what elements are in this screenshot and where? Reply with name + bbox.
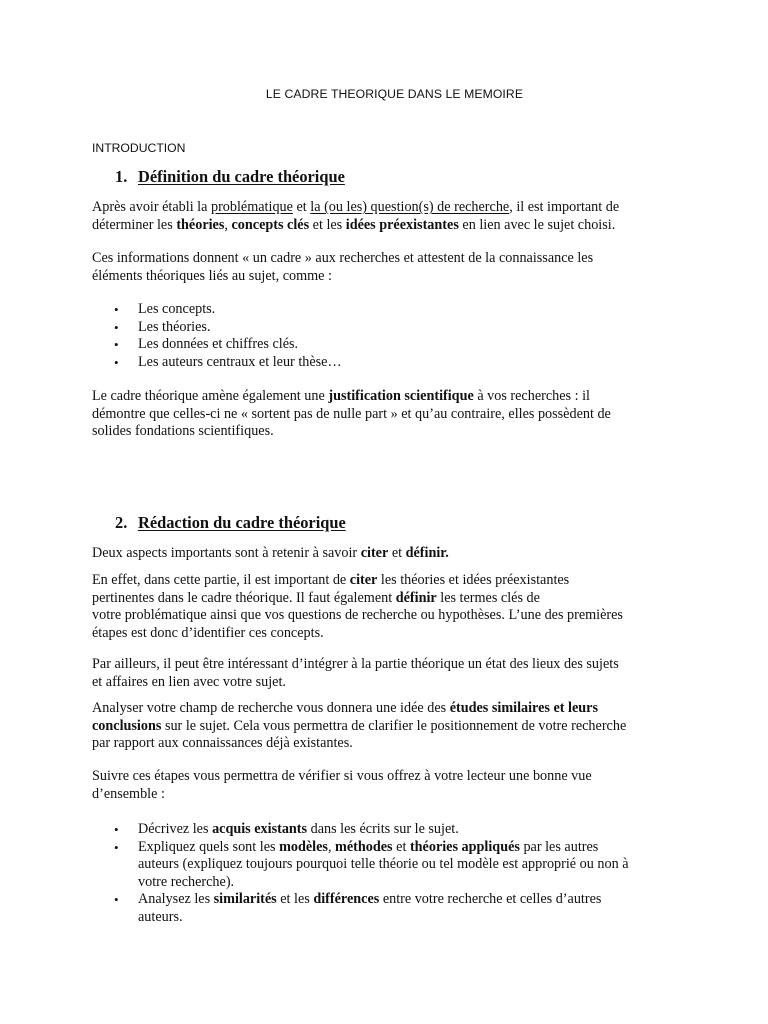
text-run: les théories et idées préexistantes: [377, 572, 570, 588]
text-run: et les: [276, 891, 314, 908]
list-item: [112, 839, 629, 892]
text-run: sur le sujet. Cela vous permettra de clarifier le positionnement de votre recherche: [161, 717, 627, 734]
bold-term: acquis existants: [212, 821, 308, 837]
paragraph-line: [92, 718, 682, 736]
bold-term: définir.: [405, 545, 449, 561]
paragraph-line: solides fondations scientifiques.: [92, 423, 274, 440]
paragraph-line: d’ensemble :: [92, 785, 165, 802]
bullet-icon: •: [114, 337, 119, 353]
list-item: [112, 821, 629, 839]
section-1-heading: [115, 168, 345, 186]
text-run: ,: [224, 216, 232, 233]
text-run: dans les écrits sur le sujet.: [307, 821, 459, 837]
list-item: [112, 301, 342, 319]
bold-term: conclusions: [92, 717, 162, 734]
section-2-paragraph-2: [92, 572, 682, 642]
paragraph-line: [92, 199, 682, 217]
paragraph-line: démontre que celles-ci ne « sortent pas de nulle part » et qu’au contraire, elles possèdent de: [92, 405, 611, 422]
text-run: et les: [309, 216, 346, 233]
section-1-number: 1.: [115, 167, 128, 186]
paragraph-line: [92, 217, 682, 235]
bold-term: méthodes: [335, 838, 393, 855]
section-2-paragraph-5: [92, 768, 682, 803]
list-item-line: auteurs.: [138, 908, 183, 925]
paragraph-line: étapes est donc d’identifier ces concepts.: [92, 624, 324, 641]
text-run: entre votre recherche et celles d’autres: [379, 891, 602, 908]
bold-term: théories: [176, 216, 225, 233]
paragraph-line: [92, 590, 682, 608]
underlined-term-problematique: problématique: [210, 199, 293, 215]
bullet-icon: •: [114, 319, 119, 335]
list-item: [112, 319, 342, 337]
list-item-line: [138, 821, 629, 839]
list-item: [112, 336, 342, 354]
list-item-line: [138, 891, 629, 909]
text-run: et: [392, 838, 410, 855]
bold-term: citer: [349, 572, 378, 588]
bold-term: citer: [360, 545, 389, 561]
section-1-paragraph-2: [92, 250, 682, 285]
bullet-icon: •: [114, 822, 119, 837]
bold-term: justification scientifique: [328, 388, 474, 404]
bold-term: modèles: [279, 838, 328, 855]
paragraph-line: [92, 388, 682, 406]
text-run: pertinentes dans le cadre théorique. Il faut également: [92, 589, 396, 606]
paragraph-line: et affaires en lien avec votre sujet.: [92, 673, 286, 690]
text-run: Analyser votre champ de recherche vous donnera une idée des: [92, 700, 450, 716]
text-run: et: [292, 199, 311, 215]
paragraph-line: Ces informations donnent « un cadre » aux recherches et attestent de la connaissance les: [92, 250, 594, 266]
section-1-paragraph-1: [92, 199, 682, 234]
paragraph-line: votre problématique ainsi que vos questions de recherche ou hypothèses. L’une des premières: [92, 607, 623, 624]
text-run: Décrivez les: [138, 821, 213, 837]
section-2-heading: [115, 514, 346, 532]
text-run: ,: [327, 838, 336, 855]
list-item-line: votre recherche).: [138, 873, 235, 890]
bold-term: études similaires et leurs: [449, 700, 598, 716]
list-item: [112, 354, 342, 372]
section-1-paragraph-3: [92, 388, 682, 441]
paragraph-line: Par ailleurs, il peut être intéressant d’intégrer à la partie théorique un état des lieux des sujets: [92, 656, 619, 672]
list-item-line: auteurs (expliquez toujours pourquoi telle théorie ou tel modèle est approprié ou non à: [138, 856, 629, 873]
bold-term: concepts clés: [231, 216, 310, 233]
section-2-paragraph-4: [92, 700, 682, 753]
bullet-icon: •: [114, 839, 119, 855]
section-2-number: 2.: [115, 513, 128, 532]
list-item: [112, 891, 629, 926]
text-run: Deux aspects importants sont à retenir à savoir: [92, 545, 361, 561]
bold-term: différences: [313, 891, 380, 908]
section-1-bullet-list: [112, 301, 342, 371]
text-run: déterminer les: [92, 216, 177, 233]
paragraph-line: [92, 572, 682, 590]
bold-term: similarités: [213, 891, 277, 908]
section-2-title: Rédaction du cadre théorique: [138, 513, 346, 532]
paragraph-line: par rapport aux connaissances déjà existantes.: [92, 735, 353, 752]
paragraph-line: Suivre ces étapes vous permettra de vérifier si vous offrez à votre lecteur une bonne vue: [92, 768, 592, 784]
paragraph-line: [92, 700, 682, 718]
list-item-text: Les auteurs centraux et leur thèse…: [138, 353, 342, 370]
list-item-text: Les théories.: [138, 318, 211, 335]
list-item-text: Les concepts.: [138, 301, 216, 317]
text-run: Expliquez quels sont les: [138, 838, 280, 855]
text-run: les termes clés de: [436, 589, 540, 606]
section-1-title: Définition du cadre théorique: [138, 167, 345, 186]
list-item-text: Les données et chiffres clés.: [138, 336, 299, 353]
underlined-term-questions: la (ou les) question(s) de recherche: [310, 199, 510, 215]
text-run: Après avoir établi la: [92, 199, 211, 215]
text-run: Le cadre théorique amène également une: [92, 388, 329, 404]
bullet-icon: •: [114, 302, 119, 317]
bold-term: définir: [395, 589, 437, 606]
text-run: par les autres: [519, 838, 599, 855]
text-run: En effet, dans cette partie, il est important de: [92, 572, 350, 588]
paragraph-line: éléments théoriques liés au sujet, comme :: [92, 267, 332, 284]
section-2-paragraph-3: [92, 656, 682, 691]
text-run: et: [388, 545, 406, 561]
bold-term: idées préexistantes: [345, 216, 459, 233]
text-run: , il est important de: [509, 199, 620, 215]
document-title: LE CADRE THEORIQUE DANS LE MEMOIRE: [265, 87, 524, 101]
text-run: en lien avec le sujet choisi.: [458, 216, 616, 233]
text-run: à vos recherches : il: [473, 388, 590, 404]
introduction-label: INTRODUCTION: [92, 141, 186, 155]
bullet-icon: •: [114, 892, 119, 908]
section-2-paragraph-1: [92, 545, 682, 563]
text-run: Analysez les: [138, 891, 214, 908]
bold-term: théories appliqués: [409, 838, 520, 855]
bullet-icon: •: [114, 354, 119, 370]
paragraph-line: [92, 545, 682, 563]
section-2-bullet-list: [112, 821, 629, 927]
list-item-line: [138, 839, 629, 857]
